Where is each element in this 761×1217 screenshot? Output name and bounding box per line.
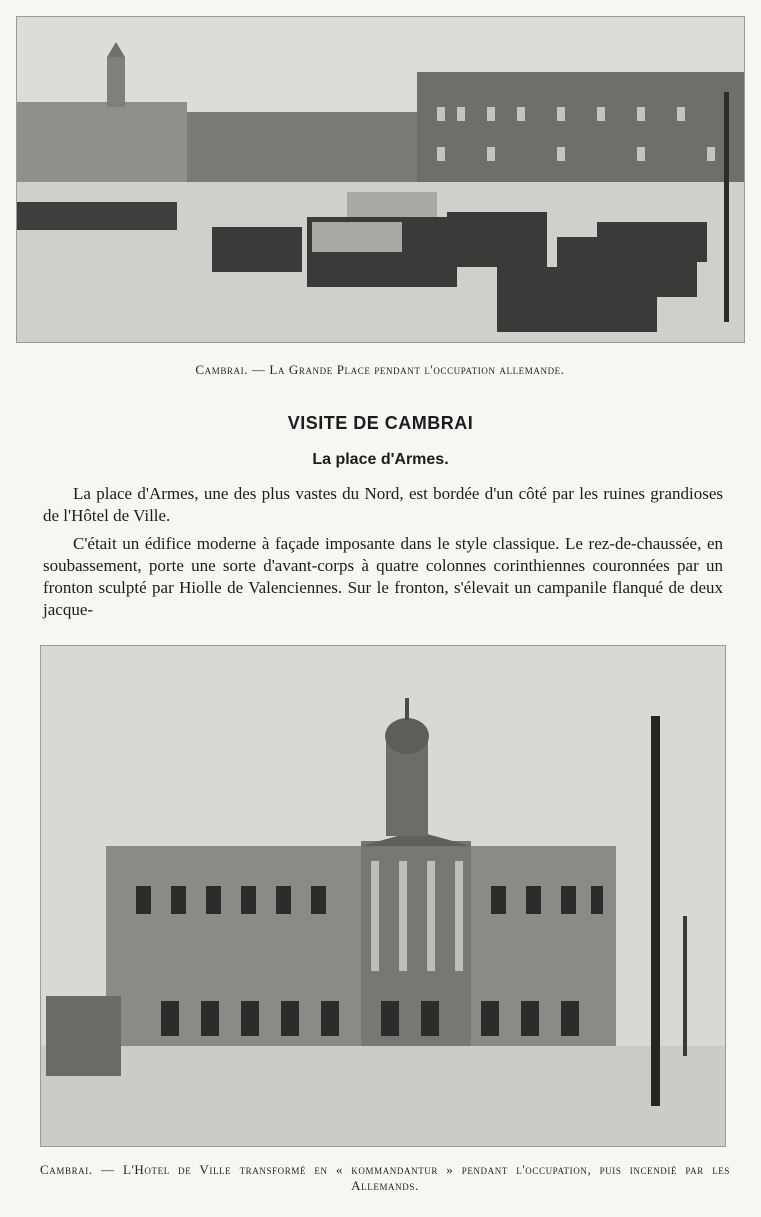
bottom-photo-caption: Cambrai. — L'Hotel de Ville transformé en « kommandantur » pendant l'occupation, puis incendié par les Allemands. [40, 1162, 730, 1194]
paragraph: La place d'Armes, une des plus vastes du Nord, est bordée d'un côté par les ruines grandioses de l'Hôtel de Ville. [43, 484, 723, 525]
article-subtitle: La place d'Armes. [312, 451, 449, 468]
top-photo-caption: Cambrai. — La Grande Place pendant l'occupation allemande. [195, 362, 565, 377]
hotel-de-ville-photo [40, 645, 726, 1147]
article-title: VISITE DE CAMBRAI [287, 413, 474, 433]
paragraph: C'était un édifice moderne à façade imposante dans le style classique. Le rez-de-chaussée, en soubassement, porte une sorte d'avant-corps à quatre colonnes corinthiennes couronnées par un fronton sculpté par Hiolle de Valenciennes. Sur le fronton, s'élevait un campanile flanqué de deux jacque- [43, 534, 723, 619]
grande-place-photo [16, 16, 745, 343]
